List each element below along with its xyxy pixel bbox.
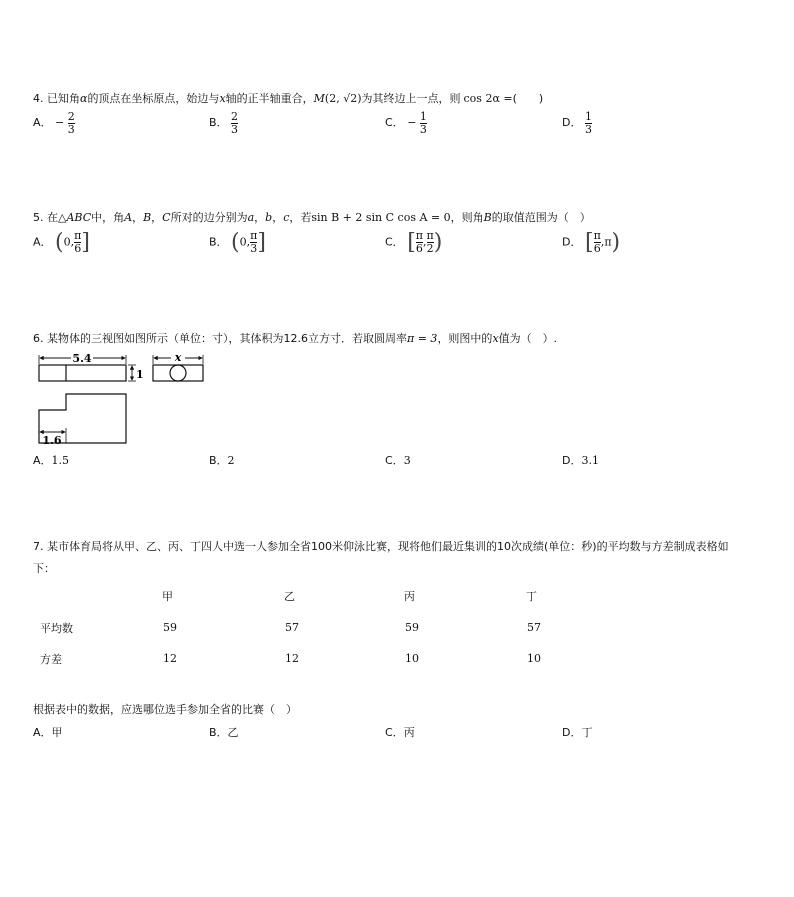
option-value: 3.1 [581,454,599,467]
q5-angle-b: B [143,211,152,224]
bracket-open: ( [231,230,240,255]
table-header-cell: 乙 [284,590,295,603]
three-view-diagram [33,348,213,450]
dim-top: 5.4 [72,352,92,365]
numerator: π [415,229,424,243]
question-7-stem-line2: 下： [33,562,55,575]
q4-text-b: 的顶点在坐标原点，始边与 [87,92,220,105]
option-sign: − [55,116,65,130]
q4-option-a[interactable] [33,111,75,135]
interval-right: π [604,235,612,249]
table-cell: 12 [163,652,177,665]
q5-side-c: c [283,211,290,224]
option-label: D． [562,454,582,467]
q6-text-b: ，则图中的 [437,332,493,345]
option-label: A． [33,454,52,467]
denominator: 3 [231,122,239,136]
side-view [153,351,203,381]
q5-equation: sin B + 2 sin C cos A = 0 [311,211,451,224]
q7-option-d[interactable] [562,724,592,740]
question-7-stem-line1: 7. 某市体育局将从甲、乙、丙、丁四人中选一人参加全省100米仰泳比赛，现将他们最近集训的10次成绩(单位：秒)的平均数与方差制成表格如 [33,540,729,553]
option-value: 丁 [581,726,593,739]
top-view [39,394,126,447]
option-sign: − [407,116,417,130]
q4-option-d[interactable] [562,111,592,135]
q5-text-f: 的取值范围为（ ） [491,211,591,224]
option-label: A． [33,726,52,739]
bracket-close: ] [81,230,90,255]
q6-option-b[interactable] [209,452,235,468]
dim-side: 1 [136,368,144,381]
option-label: B． [209,726,228,739]
q5-angle-a: A [124,211,133,224]
bracket-open: [ [407,230,416,255]
q5-text-a: 5. 在 [33,211,58,224]
q5-triangle: △ABC [58,211,92,224]
q6-option-c[interactable] [385,452,411,468]
denominator: 3 [67,122,75,136]
option-label: B． [209,235,228,249]
table-header-cell: 甲 [162,590,173,603]
option-value: 乙 [227,726,239,739]
q5-side-b: b [265,211,273,224]
numerator: 2 [67,110,75,123]
q4-text-c: 轴的正半轴重合， [225,92,314,105]
q4-text-a: 4. 已知角 [33,92,80,105]
question-4-stem [33,90,543,106]
q6-option-d[interactable] [562,452,599,468]
bracket-close: ) [611,230,621,255]
option-value: 1.5 [51,454,70,467]
option-label: C． [385,116,404,130]
option-value: 2 [227,454,235,467]
numerator: π [250,229,258,243]
q5-option-d[interactable]: D． [ $\frac{\pi}{6}$ ,π) [562,229,621,255]
dim-bottom: 1.6 [42,434,62,447]
bracket-open: [ [584,230,594,255]
bracket-close: ] [257,230,266,255]
option-label: C． [385,454,404,467]
q4-x: x [219,92,226,105]
fraction [594,230,601,254]
option-label: B． [209,454,228,467]
fraction [231,111,238,135]
denominator: 3 [419,122,427,136]
denominator: 2 [426,242,434,255]
q6-text-a: 6. 某物体的三视图如图所示（单位：寸），其体积为12.6立方寸．若取圆周率 [33,332,407,345]
separator: ， [254,211,266,224]
option-label: C． [385,235,404,249]
q4-alpha: α [80,92,88,105]
question-6-stem [33,330,557,346]
table-cell: 57 [527,621,541,634]
separator: ， [132,211,144,224]
option-value: 3 [403,454,411,467]
table-cell: 57 [285,621,299,634]
interval-left: 0 [63,235,71,249]
option-value: 甲 [51,726,63,739]
table-cell: 12 [285,652,299,665]
q5-text-c: 所对的边分别为 [170,211,248,224]
q4-point-coords: (2, √2) [324,92,362,105]
q5-side-a: a [247,211,255,224]
q7-option-b[interactable] [209,724,239,740]
q4-option-c[interactable] [385,111,427,135]
denominator: 6 [593,242,601,255]
denominator: 6 [415,242,423,255]
numerator: 1 [419,110,427,123]
q7-option-a[interactable] [33,724,63,740]
separator: ， [272,211,284,224]
table-row-label: 平均数 [40,622,73,635]
option-label: D． [562,726,582,739]
q5-option-a[interactable]: A． (0, $\frac{\pi}{6}$ ] [33,229,90,255]
numerator: 2 [231,110,239,123]
question-7-prompt: 根据表中的数据，应选哪位选手参加全省的比赛（ ） [33,703,297,716]
numerator: π [74,229,82,243]
q6-pi: π = 3 [406,332,438,345]
fraction [416,230,423,254]
q4-expression: cos 2α = [463,92,513,105]
q4-option-b[interactable] [209,111,238,135]
option-label: D． [562,235,582,249]
fraction [585,111,592,135]
table-header-cell: 丁 [526,590,537,603]
bracket-open: ( [55,230,64,255]
option-label: C． [385,726,404,739]
q7-option-c[interactable] [385,724,415,740]
option-label: B． [209,116,228,130]
dim-x: x [174,351,182,364]
fraction [420,111,427,135]
table-cell: 59 [163,621,177,634]
q5-option-c[interactable]: C． [ $\frac{\pi}{6}$ , $\frac{\pi}{2}$ ) [385,229,443,255]
table-cell: 10 [527,652,541,665]
table-cell: 10 [405,652,419,665]
fraction [68,111,75,135]
numerator: π [593,229,601,243]
separator: ， [151,211,163,224]
numerator: π [426,229,434,243]
q5-angle-c: C [162,211,171,224]
q6-text-c: 值为（ ）. [498,332,558,345]
denominator: 3 [250,242,258,255]
option-label: D． [562,116,582,130]
interval-left: 0 [239,235,247,249]
question-5-stem [33,209,591,225]
q5-angle-b2: B [483,211,492,224]
q5-text-d: ，若 [289,211,312,224]
option-label: A． [33,116,52,130]
denominator: 3 [584,122,592,136]
option-label: A． [33,235,52,249]
q6-option-a[interactable] [33,452,69,468]
q5-option-b[interactable]: B． (0, $\frac{\pi}{3}$ ] [209,229,266,255]
bracket-close: ) [433,230,443,255]
option-value: 丙 [403,726,415,739]
q6-x: x [492,332,499,345]
q5-text-b: 中，角 [91,211,125,224]
denominator: 6 [74,242,82,255]
table-row-label: 方差 [40,653,62,666]
q4-point-name: M [313,92,325,105]
fraction [427,230,434,254]
front-view [39,352,144,381]
table-header-cell: 丙 [404,590,415,603]
q5-text-e: ，则角 [450,211,484,224]
q4-text-d: 为其终边上一点，则 [361,92,461,105]
table-cell: 59 [405,621,419,634]
numerator: 1 [584,110,592,123]
q4-answer-paren: ( ) [512,92,544,105]
